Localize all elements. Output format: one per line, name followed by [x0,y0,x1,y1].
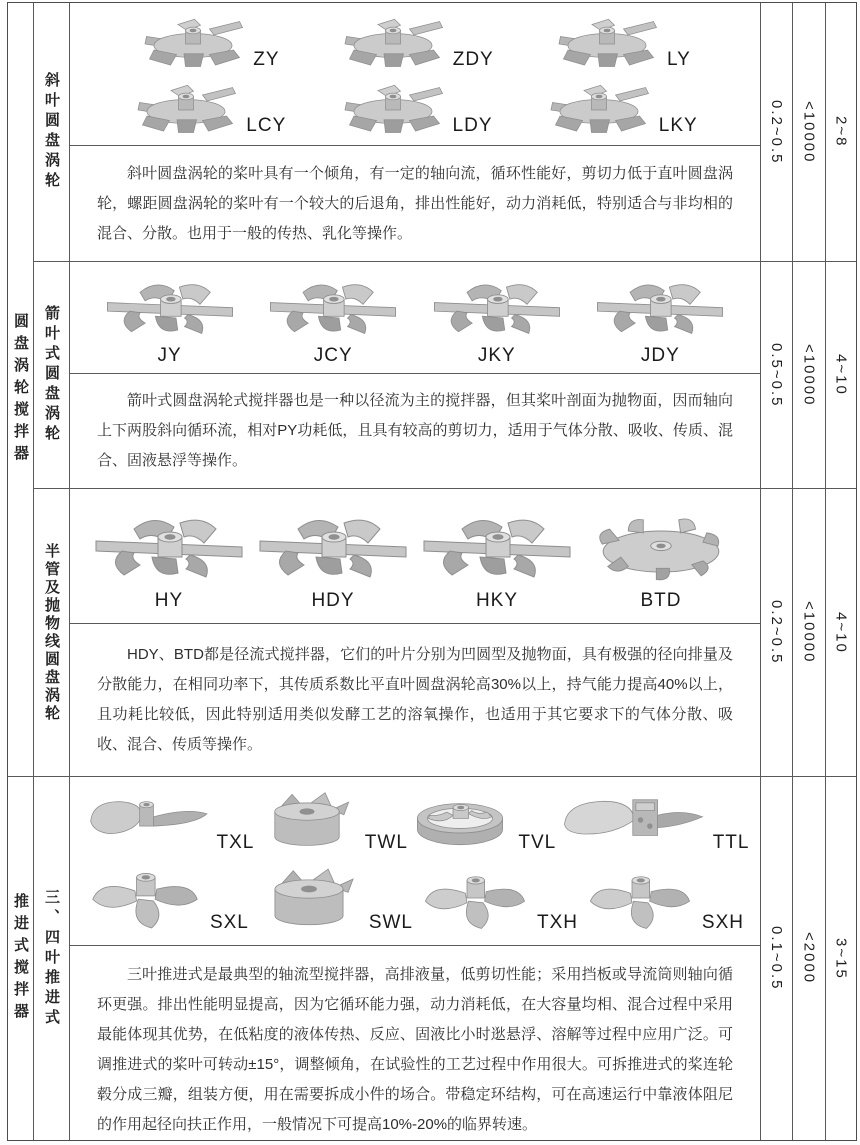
subcategory-label: 半管及抛物线圆盘涡轮 [43,542,60,723]
model-label: LCY [246,115,287,136]
impeller-gallery [70,3,760,146]
row-description: 斜叶圆盘涡轮的桨叶具有一个倾角，有一定的轴向流，循环性能好，剪切力低于直叶圆盘涡轮，螺距圆盘涡轮的桨叶有一个较大的后退角，排出性能好，动力消耗低，特别适合与非均相的混合、分散。也用于一般的传热、乳化等操作。 [97,164,733,242]
model-label: ZY [253,49,280,70]
value-viscosity-row3 [761,489,793,777]
impeller-txl [80,792,254,854]
value-text: 0.2~0.5 [768,600,785,665]
impeller-lky [545,77,698,137]
impeller-image [586,503,736,587]
value-ratio-row4 [826,777,856,1140]
gallery-row [80,862,750,934]
impeller-image [553,11,661,71]
impeller-jy [96,270,244,365]
value-volume-row3 [793,489,826,777]
impeller-gallery [70,777,760,946]
impeller-image [94,503,244,587]
subcategory-halfpipe-disc [34,489,70,777]
model-label: TXL [216,831,255,853]
impeller-image [132,77,240,137]
impeller-swl [255,864,413,934]
model-label: LKY [658,115,698,136]
gallery-row [80,270,750,365]
model-label: TTL [712,831,750,853]
value-text: <10000 [800,100,818,164]
impeller-lcy [132,77,286,137]
model-label: HKY [475,589,519,611]
subcategory-propeller [34,777,70,1140]
model-label: ZDY [452,49,494,70]
impeller-image [339,11,447,71]
impeller-ly [553,11,691,71]
model-label: SXH [701,912,744,934]
value-text: <2000 [800,932,818,985]
impeller-image [423,270,571,342]
impeller-btd [586,503,736,610]
category-disc-turbine [8,3,34,777]
subcategory-arrow-disc [34,262,70,489]
gallery-row [80,788,750,854]
value-text: <10000 [800,343,818,407]
impeller-hy [94,503,244,610]
impeller-twl [255,788,408,854]
impeller-spec-table [7,2,857,1141]
impeller-sxl [86,862,249,934]
impeller-zy [139,11,279,71]
value-text: <10000 [800,601,818,664]
model-label: LDY [452,115,493,136]
value-text: 0.5~0.5 [768,342,785,408]
row-description: 箭叶式圆盘涡轮式搅拌器也是一种以径流为主的搅拌器，但其桨叶剖面为抛物面，因而轴向上下两股斜向循环流，相对PY功耗低，且具有较高的剪切力，适用于气体分散、吸收、传质、混合、固液悬浮等操作。 [97,392,733,469]
impeller-image [255,864,363,934]
row-description: 三叶推进式是最典型的轴流型搅拌器，高排液量，低剪切性能；采用挡板或导流筒则轴向循环更强。排出性能明显提高，因为它循环能力强，动力消耗低，在大容量均相、混合过程中采用最能体现其优势，在低粘度的液体传热、反应、固液比小时逖悬浮、溶解等过程中应用广泛。可调推进式的桨叶可转动±15°，调整倾角，在试验性的工艺过程中作用很大。可拆推进式的桨连轮毂分成三瓣，组装方便，用在需要拆成小件的场合。带稳定环结构，可在高速运行中靠液体阻尼的作用起径向扶正作用，一般情况下可提高10%-20%的临界转速。 [97,966,733,1133]
row-description-block [70,146,760,261]
value-ratio-row2 [826,262,856,489]
model-label: TVL [518,831,557,853]
impeller-image [80,792,210,854]
impeller-hky [422,503,572,610]
value-text: 2~8 [832,116,850,148]
row-description: HDY、BTD都是径流式搅拌器，它们的叶片分别为凹圆型及抛物面，具有极强的径向排量及分散能力，在相同功率下，其传质系数比平直叶圆盘涡轮高30%以上，持气能力提高40%以上，且功耗比较低，因此特别适用类似发酵工艺的溶氧操作，也适用于其它要求下的气体分散、吸收、混合、传质等操作。 [97,646,733,753]
row-description-block [70,374,760,488]
value-ratio-row1 [826,3,856,262]
impeller-image [96,270,244,342]
impeller-image [255,788,359,854]
gallery-row [80,11,750,71]
impeller-zdy [339,11,494,71]
impeller-image [422,503,572,587]
subcategory-label: 三、四叶推进式 [43,888,60,1029]
gallery-row [80,77,750,137]
impeller-image [545,77,653,137]
impeller-image [339,77,447,137]
value-volume-row1 [793,3,826,262]
model-label: HDY [311,589,355,611]
value-text: 4~10 [832,354,850,396]
subcategory-label: 箭叶式圆盘涡轮 [43,305,60,445]
impeller-jcy [259,270,407,365]
impeller-jky [423,270,571,365]
subcategory-label: 斜叶圆盘涡轮 [43,72,60,192]
impeller-hdy [258,503,408,610]
impeller-image [86,862,204,934]
impeller-image [419,866,531,934]
category-label: 圆盘涡轮搅拌器 [12,312,29,467]
impeller-image [259,270,407,342]
model-label: TXH [536,912,578,934]
impeller-tvl [408,792,556,854]
value-text: 0.2~0.5 [768,99,785,165]
impeller-image [139,11,247,71]
value-text: 0.1~0.5 [768,926,785,991]
model-label: JKY [477,345,516,366]
category-label: 推进式搅拌器 [12,892,29,1025]
value-ratio-row3 [826,489,856,777]
impeller-sxh [584,866,744,934]
model-label: SXL [209,912,249,934]
model-label: TWL [364,831,408,853]
impeller-ttl [557,792,750,854]
impeller-image [258,503,408,587]
value-text: 3~15 [832,937,850,980]
section-propeller [70,777,761,1140]
model-label: LY [666,49,691,70]
model-label: JDY [640,345,680,366]
impeller-gallery [70,489,760,624]
impeller-txh [419,866,578,934]
model-label: BTD [640,589,682,611]
value-volume-row4 [793,777,826,1140]
gallery-row [80,503,750,610]
value-text: 4~10 [832,611,850,654]
impeller-ldy [339,77,493,137]
row-description-block [70,624,760,776]
category-propeller [8,777,34,1140]
impeller-image [584,866,696,934]
subcategory-pitched-disc [34,3,70,262]
impeller-image [557,792,707,854]
section-pitched-disc [70,3,761,262]
section-arrow-disc [70,262,761,489]
value-viscosity-row2 [761,262,793,489]
model-label: JCY [313,345,353,366]
model-label: SWL [368,912,414,934]
row-description-block [70,946,760,1140]
impeller-image [586,270,734,342]
impeller-image [408,792,512,854]
section-halfpipe-disc [70,489,761,777]
value-viscosity-row4 [761,777,793,1140]
model-label: HY [154,589,184,611]
impeller-gallery [70,262,760,374]
impeller-jdy [586,270,734,365]
value-viscosity-row1 [761,3,793,262]
value-volume-row2 [793,262,826,489]
model-label: JY [157,345,182,366]
